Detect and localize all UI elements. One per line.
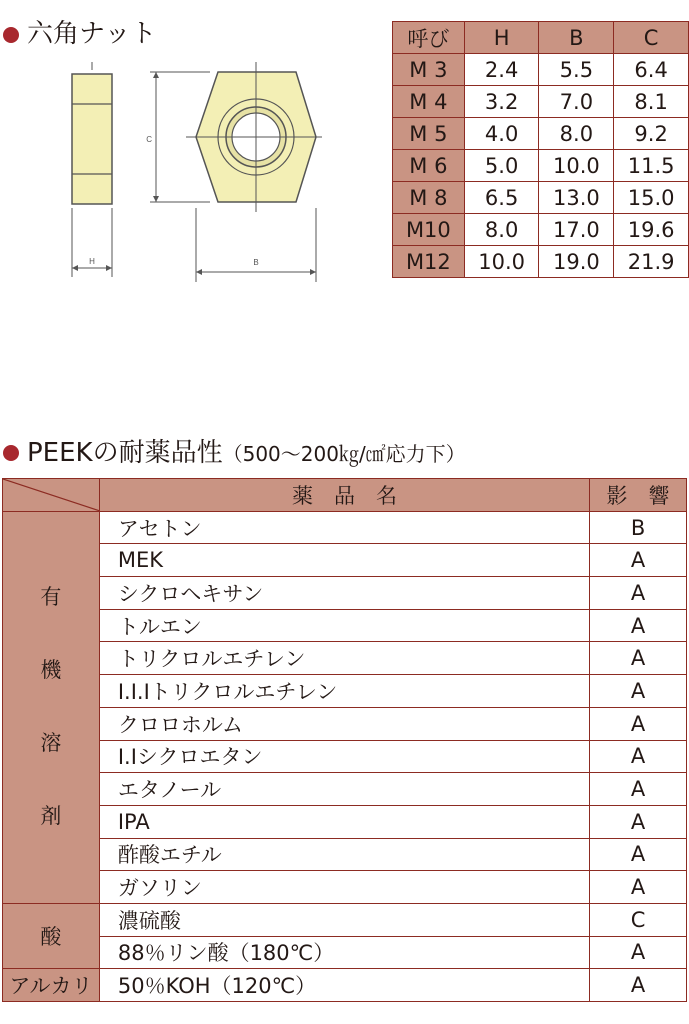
- col-header-b: B: [539, 22, 614, 54]
- effect-cell: A: [590, 773, 687, 806]
- chemical-resistance-table: [2, 478, 687, 1002]
- table-row: [393, 214, 689, 246]
- chemical-name-cell: 88％リン酸（180℃）: [99, 936, 589, 969]
- table-row: [3, 609, 687, 642]
- category-char: 機: [40, 658, 62, 683]
- chemical-name-cell: I.Iシクロエタン: [99, 740, 589, 773]
- col-header-chemical-name: 薬 品 名: [99, 479, 589, 512]
- b-cell: 19.0: [539, 246, 614, 278]
- chemical-name-cell: クロロホルム: [99, 707, 589, 740]
- table-row: [3, 577, 687, 610]
- h-cell: 2.4: [464, 54, 539, 86]
- b-cell: 13.0: [539, 182, 614, 214]
- chemical-name-cell: トルエン: [99, 609, 589, 642]
- chemical-name-cell: エタノール: [99, 773, 589, 806]
- effect-cell: A: [590, 609, 687, 642]
- table-header-row: [3, 479, 687, 512]
- col-header-size: 呼び: [393, 22, 465, 54]
- h-cell: 6.5: [464, 182, 539, 214]
- chemical-name-cell: 酢酸エチル: [99, 838, 589, 871]
- table-row: [3, 805, 687, 838]
- dim-label-c: C: [146, 135, 152, 144]
- table-header-row: [393, 22, 689, 54]
- table-row: [3, 936, 687, 969]
- peek-section-title: [27, 438, 466, 469]
- effect-cell: A: [590, 871, 687, 904]
- c-cell: 15.0: [614, 182, 689, 214]
- table-row: [3, 544, 687, 577]
- chemical-name-cell: 50％KOH（120℃）: [99, 969, 589, 1002]
- size-cell: M12: [393, 246, 465, 278]
- c-cell: 21.9: [614, 246, 689, 278]
- size-cell: M10: [393, 214, 465, 246]
- c-cell: 9.2: [614, 118, 689, 150]
- effect-cell: C: [590, 903, 687, 936]
- table-row: [3, 511, 687, 544]
- effect-cell: A: [590, 544, 687, 577]
- h-cell: 4.0: [464, 118, 539, 150]
- category-char: 剤: [40, 804, 62, 829]
- b-cell: 5.5: [539, 54, 614, 86]
- dim-label-b: B: [253, 258, 259, 267]
- c-cell: 19.6: [614, 214, 689, 246]
- table-row: [3, 903, 687, 936]
- diagonal-line: [3, 479, 100, 511]
- hex-nut-drawing: [60, 62, 330, 287]
- table-row: [3, 740, 687, 773]
- table-row: [3, 871, 687, 904]
- table-row: [393, 182, 689, 214]
- col-header-effect: 影 響: [590, 479, 687, 512]
- table-row: [3, 969, 687, 1002]
- effect-cell: A: [590, 577, 687, 610]
- nut-section-title: 六角ナット: [27, 19, 157, 49]
- table-row: [393, 86, 689, 118]
- effect-cell: A: [590, 740, 687, 773]
- c-cell: 6.4: [614, 54, 689, 86]
- table-row: [393, 54, 689, 86]
- corner-header-cell: [3, 479, 100, 512]
- chemical-name-cell: MEK: [99, 544, 589, 577]
- table-row: [3, 642, 687, 675]
- effect-cell: A: [590, 675, 687, 708]
- c-cell: 11.5: [614, 150, 689, 182]
- chemical-name-cell: IPA: [99, 805, 589, 838]
- b-cell: 7.0: [539, 86, 614, 118]
- chemical-name-cell: 濃硫酸: [99, 903, 589, 936]
- b-cell: 17.0: [539, 214, 614, 246]
- size-cell: M 6: [393, 150, 465, 182]
- chemical-name-cell: トリクロルエチレン: [99, 642, 589, 675]
- dim-label-h: H: [89, 257, 95, 266]
- table-row: [3, 773, 687, 806]
- table-row: [3, 675, 687, 708]
- peek-condition-text: （500～200㎏/㎠応力下）: [222, 442, 466, 466]
- chemical-name-cell: シクロヘキサン: [99, 577, 589, 610]
- table-row: [393, 118, 689, 150]
- category-char: 有: [40, 585, 62, 610]
- section-bullet-icon: [3, 445, 19, 461]
- category-acid: 酸: [3, 903, 100, 968]
- nut-dimension-table: [392, 21, 689, 278]
- peek-title-text: PEEKの耐薬品性: [27, 438, 223, 468]
- effect-cell: A: [590, 642, 687, 675]
- table-row: [393, 150, 689, 182]
- table-row: [3, 707, 687, 740]
- size-cell: M 5: [393, 118, 465, 150]
- nut-side-view: [72, 62, 112, 277]
- effect-cell: A: [590, 936, 687, 969]
- chemical-name-cell: ガソリン: [99, 871, 589, 904]
- size-cell: M 8: [393, 182, 465, 214]
- effect-cell: A: [590, 969, 687, 1002]
- table-row: [393, 246, 689, 278]
- category-alkali: アルカリ: [3, 969, 100, 1002]
- effect-cell: B: [590, 511, 687, 544]
- effect-cell: A: [590, 707, 687, 740]
- category-char: 溶: [40, 731, 62, 756]
- section-bullet-icon: [3, 27, 19, 43]
- col-header-c: C: [614, 22, 689, 54]
- effect-cell: A: [590, 805, 687, 838]
- size-cell: M 3: [393, 54, 465, 86]
- b-cell: 8.0: [539, 118, 614, 150]
- size-cell: M 4: [393, 86, 465, 118]
- effect-cell: A: [590, 838, 687, 871]
- h-cell: 10.0: [464, 246, 539, 278]
- category-organic-solvent: [3, 511, 100, 903]
- table-row: [3, 838, 687, 871]
- nut-front-view: [146, 62, 322, 282]
- b-cell: 10.0: [539, 150, 614, 182]
- chemical-name-cell: I.I.Iトリクロルエチレン: [99, 675, 589, 708]
- c-cell: 8.1: [614, 86, 689, 118]
- h-cell: 8.0: [464, 214, 539, 246]
- h-cell: 3.2: [464, 86, 539, 118]
- chemical-name-cell: アセトン: [99, 511, 589, 544]
- col-header-h: H: [464, 22, 539, 54]
- h-cell: 5.0: [464, 150, 539, 182]
